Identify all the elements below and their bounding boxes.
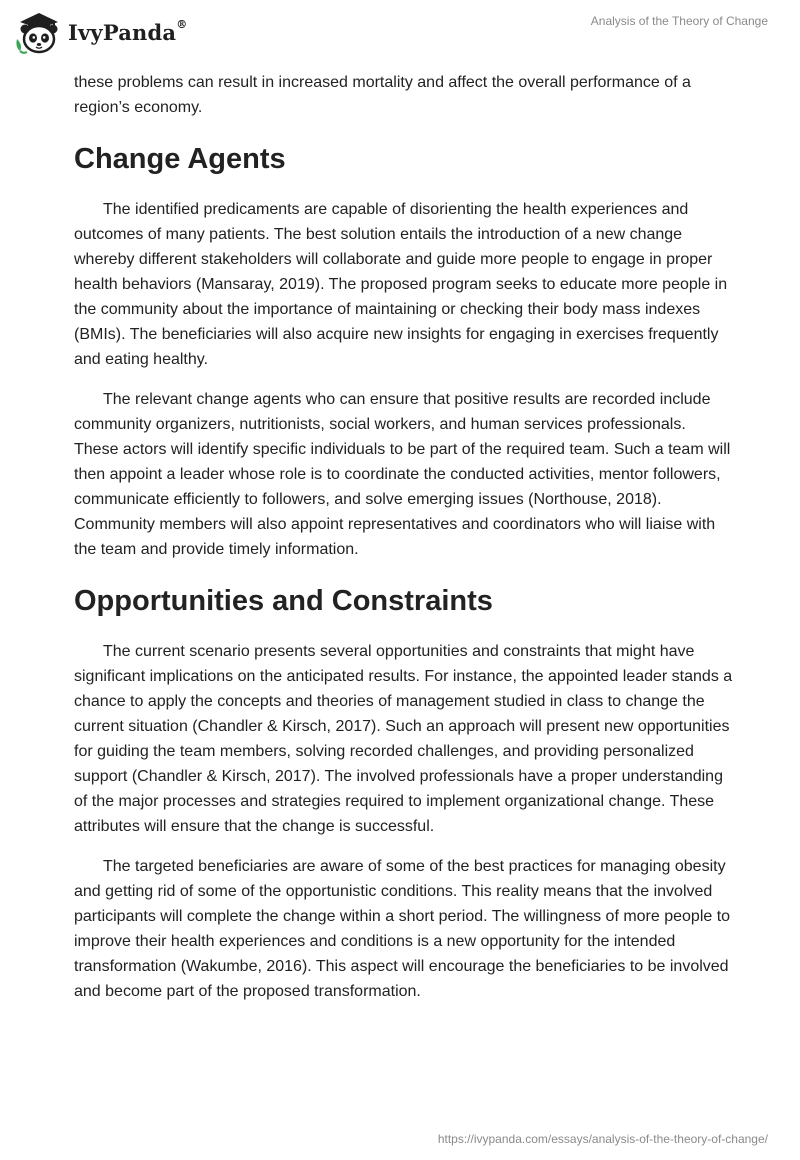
intro-paragraph: these problems can result in increased mortality and affect the overall performance of a region’s economy.	[74, 74, 691, 116]
paragraph: The relevant change agents who can ensure that positive results are recorded include community organizers, nutritionists, social workers, and human services professionals. These actors will identify specific individuals to be part of the required team. Such a team will then appoint a leader whose role is to coordinate the conducted activities, mentor followers, communicate efficiently to followers, and solve emerging issues (Northouse, 2018). Community members will also appoint representatives and coordinators who will liaise with the team and provide timely information.	[74, 391, 731, 558]
registered-mark: ®	[176, 17, 188, 31]
essay-body	[74, 70, 734, 1019]
section-heading-change-agents: Change Agents	[74, 143, 286, 175]
paragraph: The current scenario presents several opportunities and constraints that might have significant implications on the anticipated results. For instance, the appointed leader stands a chance to apply the concepts and theories of management studied in class to change the current situation (Chandler & Kirsch, 2017). Such an approach will present new opportunities for guiding the team members, solving recorded challenges, and providing personalized support (Chandler & Kirsch, 2017). The involved professionals have a proper understanding of the major processes and strategies required to implement organizational change. These attributes will ensure that the change is successful.	[74, 643, 733, 835]
page-header	[0, 0, 800, 70]
paragraph: The targeted beneficiaries are aware of some of the best practices for managing obesity and getting rid of some of the opportunistic conditions. This reality means that the involved participants will complete the change within a short period. The willingness of more people to improve their health experiences and conditions is a new opportunity for the intended transformation (Wakumbe, 2016). This aspect will encourage the beneficiaries to be involved and become part of the proposed transformation.	[74, 858, 731, 1000]
ivypanda-logo[interactable]	[14, 8, 187, 56]
source-url[interactable]: https://ivypanda.com/essays/analysis-of-the-theory-of-change/	[437, 1132, 768, 1146]
document-title: Analysis of the Theory of Change	[590, 14, 768, 28]
paragraph: The identified predicaments are capable of disorienting the health experiences and outcomes of many patients. The best solution entails the introduction of a new change whereby different stakeholders will collaborate and guide more people to engage in proper health behaviors (Mansaray, 2019). The proposed program seeks to educate more people in the community about the importance of maintaining or checking their body mass indexes (BMIs). The beneficiaries will also acquire new insights for engaging in exercises frequently and eating healthy.	[74, 201, 728, 368]
brand-name: IvyPanda®	[68, 17, 188, 45]
panda-graduation-cap-icon	[14, 9, 62, 55]
section-heading-opportunities-constraints: Opportunities and Constraints	[74, 585, 493, 617]
